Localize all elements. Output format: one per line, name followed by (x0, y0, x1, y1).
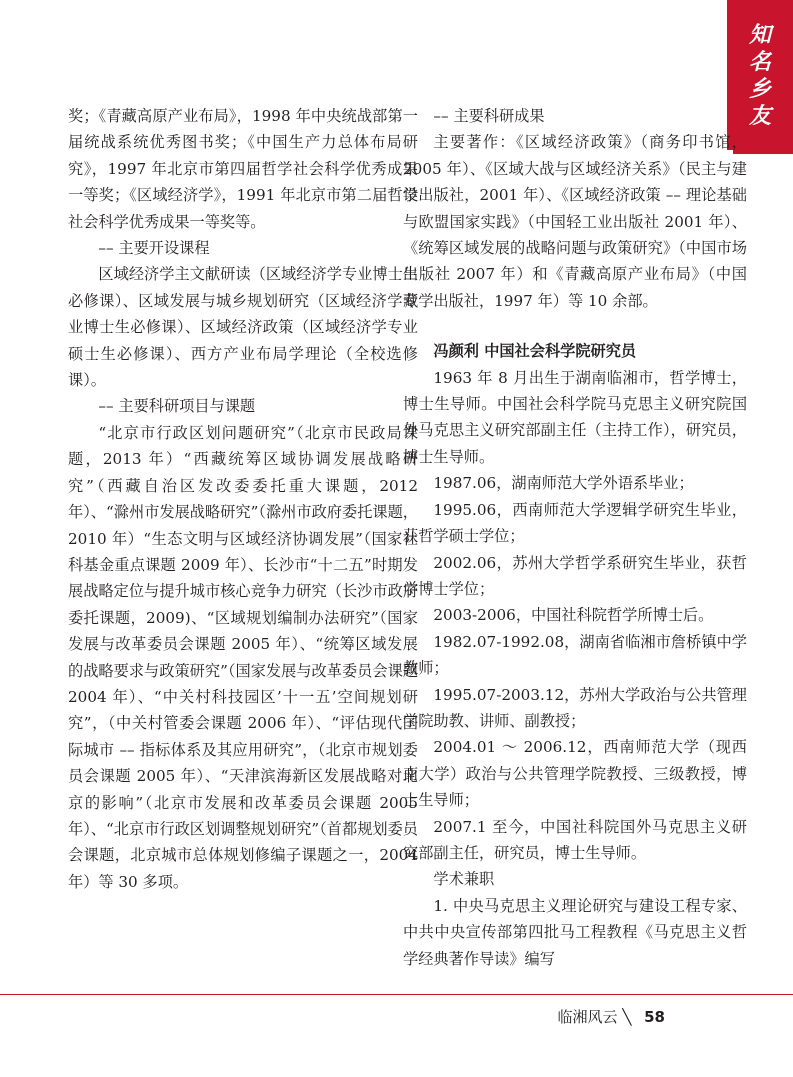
timeline-item: 2004.01 ～ 2006.12，西南师范大学（现西南大学）政治与公共管理学院教授、三级教授，博士生导师； (403, 738, 747, 810)
heading-courses: –– 主要开设课程 (98, 239, 210, 258)
footer-rule (0, 994, 793, 995)
timeline-item: 2007.1 至今，中国社科院国外马克思主义研究部副主任，研究员，博士生导师。 (403, 817, 747, 862)
tab-character: 乡 (748, 76, 771, 102)
heading-achievements: –– 主要科研成果 (433, 107, 545, 125)
footer-separator: ╲ (622, 1008, 632, 1026)
heading-academic: 学术兼职 (433, 870, 495, 889)
paragraph-awards: 奖；《青藏高原产业布局》，1998 年中央统战部第一届统战系统优秀图书奖；《中国生产力总体布局研究》，1997 年北京市第四届哲学社会科学优秀成果一等奖；《区域经济学》，1991 年北京市第二届哲学社会科学优秀成果一等奖等。 (68, 107, 418, 231)
paragraph-courses: 区域经济学主文献研读（区域经济学专业博士生必修课）、区域发展与城乡规划研究（区域经济学专业博士生必修课）、区域经济政策（区域经济学专业硕士生必修课）、西方产业布局学理论（全校选修课）。 (68, 265, 418, 390)
timeline-item: 1982.07-1992.08，湖南省临湘市詹桥镇中学教师； (403, 632, 747, 678)
tab-character: 名 (748, 49, 771, 75)
footer (558, 1006, 665, 1027)
timeline-item: 1995.07-2003.12，苏州大学政治与公共管理学院助教、讲师、副教授； (403, 685, 747, 730)
paragraph-projects: “北京市行政区划问题研究”（北京市民政局课题，2013 年）“西藏统筹区域协调发展战略研究”（西藏自治区发改委委托重大课题，2012 年）、“滁州市发展战略研究”（滁州市政府委托课题，2010 年）“生态文明与区域经济协调发展”（国家社科基金重点课题 2009 年）、长沙市“十二五”时期发展战略定位与提升城市核心竞争力研究（长沙市政府委托课题，2009)、“区域规划编制办法研究”（国家发展与改革委员会课题 2005 年）、“统筹区域发展的战略要求与政策研究”（国家发展与改革委员会课题 2004 年）、“中关村科技园区’十一五’空间规划研究”，（中关村管委会课题 2006 年）、“评估现代国际城市 –– 指标体系及其应用研究”，（北京市规划委员会课题 2005 年）、“天津滨海新区发展战略对北京的影响”（北京市发展和改革委员会课题 2005 年）、“北京市行政区划调整规划研究”（首都规划委员会课题，北京城市总体规划修编子课题之一，2004 年）等 30 多项。 (68, 423, 418, 891)
timeline-item: 2003-2006，中国社科院哲学所博士后。 (433, 606, 714, 625)
page-number: 58 (644, 1008, 665, 1026)
paragraph-bio: 1963 年 8 月出生于湖南临湘市，哲学博士，博士生导师。中国社会科学院马克思主义研究院国外马克思主义研究部副主任（主持工作），研究员，博士生导师。 (403, 368, 747, 466)
paragraph-achievements: 主要著作：《区域经济政策》（商务印书馆，2005 年）、《区域大战与区域经济关系》（民主与建设出版社，2001 年）、《区域经济政策 –– 理论基础与欧盟国家实践》（中国轻工业出版社 2001 年）、《统筹区域发展的战略问题与政策研究》（中国市场出版社 2007 年）和《青藏高原产业布局》（中国藏学出版社，1997 年）等 10 余部。 (403, 133, 747, 310)
left-column (68, 103, 418, 895)
academic-item: 1. 中央马克思主义理论研究与建设工程专家、中共中央宣传部第四批马工程教程《马克思主义哲学经典著作导读》编写 (403, 896, 747, 968)
tab-character: 友 (748, 103, 771, 129)
person-heading: 冯颜利 中国社会科学院研究员 (433, 342, 637, 361)
footer-title: 临湘风云 (557, 1008, 618, 1026)
timeline-item: 1987.06，湖南师范大学外语系毕业； (433, 474, 694, 493)
right-column (403, 103, 747, 972)
timeline-item: 1995.06，西南师范大学逻辑学研究生毕业，获哲学硕士学位； (403, 500, 747, 546)
heading-projects: –– 主要科研项目与课题 (98, 397, 256, 416)
timeline-item: 2002.06，苏州大学哲学系研究生毕业，获哲学博士学位； (403, 553, 747, 598)
tab-character: 知 (748, 22, 771, 48)
